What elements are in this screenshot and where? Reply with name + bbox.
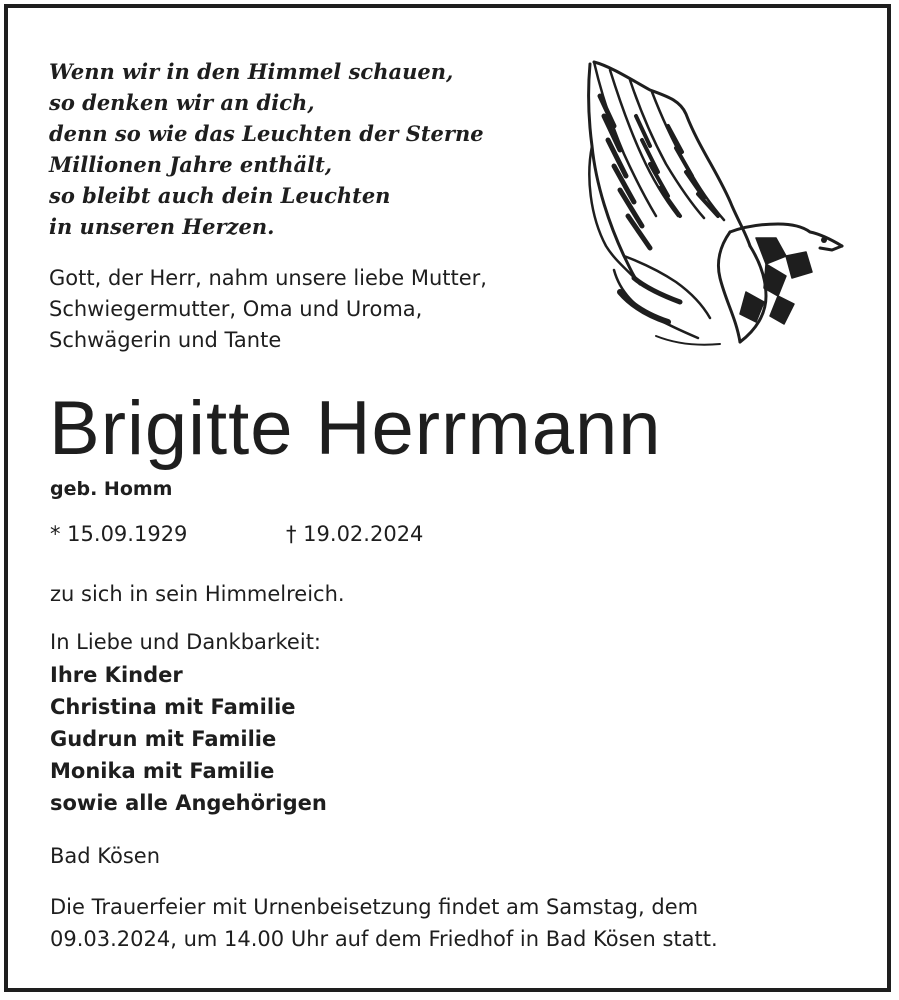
praying-hands-dove-icon bbox=[580, 56, 850, 354]
birth-date: * 15.09.1929 bbox=[50, 522, 188, 546]
intro-line: Schwägerin und Tante bbox=[49, 328, 282, 352]
place-name: Bad Kösen bbox=[50, 844, 161, 868]
deceased-name: Brigitte Herrmann bbox=[49, 386, 662, 471]
life-dates bbox=[50, 518, 424, 550]
intro-line: Gott, der Herr, nahm unsere liebe Mutter, bbox=[49, 266, 487, 290]
funeral-line: Die Trauerfeier mit Urnenbeisetzung findet am Samstag, dem bbox=[50, 895, 699, 919]
maiden-name: geb. Homm bbox=[50, 478, 173, 500]
funeral-info bbox=[50, 891, 718, 955]
intro-line: Schwiegermutter, Oma und Uroma, bbox=[49, 297, 423, 321]
death-date: † 19.02.2024 bbox=[286, 522, 424, 546]
heaven-line: zu sich in sein Himmelreich. bbox=[50, 582, 345, 606]
poem-line: denn so wie das Leuchten der Sterne bbox=[49, 121, 484, 146]
mourner-entry: sowie alle Angehörigen bbox=[50, 791, 327, 815]
poem-line: in unseren Herzen. bbox=[49, 214, 275, 239]
poem-line: Millionen Jahre enthält, bbox=[49, 152, 333, 177]
poem-line: so denken wir an dich, bbox=[49, 90, 315, 115]
intro-text bbox=[49, 263, 487, 356]
poem bbox=[49, 56, 484, 242]
funeral-line: 09.03.2024, um 14.00 Uhr auf dem Friedhof in Bad Kösen statt. bbox=[50, 927, 718, 951]
poem-line: so bleibt auch dein Leuchten bbox=[49, 183, 391, 208]
poem-line: Wenn wir in den Himmel schauen, bbox=[49, 59, 454, 84]
mourner-entry: Monika mit Familie bbox=[50, 759, 275, 783]
mourner-entry: Christina mit Familie bbox=[50, 695, 296, 719]
thanks-line: In Liebe und Dankbarkeit: bbox=[50, 630, 322, 654]
mourner-entry: Ihre Kinder bbox=[50, 663, 183, 687]
mourners-list bbox=[50, 659, 327, 819]
mourner-entry: Gudrun mit Familie bbox=[50, 727, 277, 751]
